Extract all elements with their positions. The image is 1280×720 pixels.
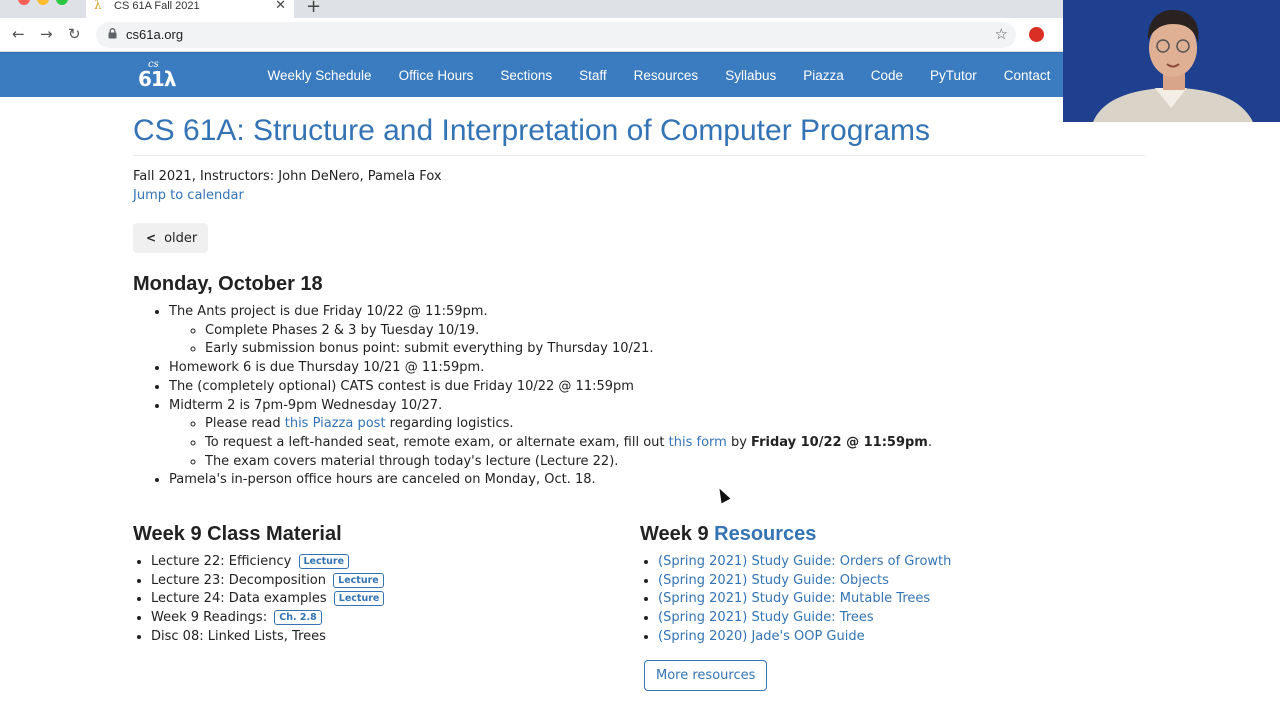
list-item — [169, 303, 1145, 359]
item-text: Lecture 22: Efficiency — [151, 554, 292, 569]
nav-contact[interactable]: Contact — [1003, 68, 1051, 83]
close-tab-icon[interactable]: ✕ — [275, 0, 286, 13]
list-item — [205, 415, 1145, 434]
page-title: CS 61A: Structure and Interpretation of Computer Programs — [133, 112, 1145, 156]
logo-cs-text: cs — [148, 59, 159, 70]
request-deadline: Friday 10/22 @ 11:59pm — [751, 434, 928, 450]
nav-piazza[interactable]: Piazza — [803, 68, 844, 83]
close-window-button[interactable] — [18, 0, 30, 5]
tab-title: CS 61A Fall 2021 — [114, 0, 200, 12]
list-item: • Homework 6 is due Thursday 10/21 @ 11:59pm. — [169, 359, 1145, 378]
class-material-section — [133, 521, 613, 647]
nav-office-hours[interactable]: Office Hours — [398, 68, 474, 83]
instructors-line: Fall 2021, Instructors: John DeNero, Pamela Fox — [133, 169, 442, 184]
nav-syllabus[interactable]: Syllabus — [725, 68, 777, 83]
resource-link[interactable]: (Spring 2021) Study Guide: Mutable Trees — [658, 591, 931, 607]
list-item: • Pamela's in-person office hours are canceled on Monday, Oct. 18. — [169, 471, 1145, 490]
reading-badge[interactable]: Ch. 2.8 — [274, 610, 321, 625]
list-item — [151, 590, 613, 609]
request-end: . — [927, 434, 932, 450]
list-item: ◦ The exam covers material through today's lecture (Lecture 22). — [205, 453, 1145, 472]
resources-heading-pre: Week 9 — [640, 523, 715, 545]
piazza-post-text: regarding logistics. — [385, 416, 514, 432]
chevron-left-icon: < — [146, 231, 157, 245]
list-item — [151, 553, 613, 572]
item-text: Week 9 Readings: — [151, 610, 268, 626]
nav-links — [254, 53, 1064, 98]
more-resources-button[interactable]: More resources — [644, 660, 767, 691]
list-item — [169, 397, 1145, 472]
list-item — [151, 572, 613, 591]
webcam-overlay — [1063, 0, 1280, 122]
midterm-text: Midterm 2 is 7pm-9pm Wednesday 10/27. — [169, 397, 443, 413]
reload-icon[interactable]: ↻ — [68, 25, 81, 43]
resource-link[interactable]: (Spring 2021) Study Guide: Objects — [658, 572, 889, 588]
nav-weekly-schedule[interactable]: Weekly Schedule — [267, 68, 372, 83]
nav-resources[interactable]: Resources — [633, 68, 699, 83]
item-text: Lecture 24: Data examples — [151, 591, 327, 607]
piazza-post-link[interactable]: this Piazza post — [284, 416, 386, 432]
resource-link[interactable]: (Spring 2021) Study Guide: Trees — [658, 610, 874, 626]
piazza-pre: Please read — [205, 416, 285, 432]
lambda-favicon-icon: λ — [94, 0, 102, 12]
announcement-list — [133, 303, 1145, 490]
older-label: older — [164, 230, 198, 246]
list-item: ◦ Complete Phases 2 & 3 by Tuesday 10/19. — [205, 322, 1145, 341]
url-text: cs61a.org — [126, 27, 184, 42]
list-item — [658, 553, 1145, 572]
resource-link[interactable]: (Spring 2020) Jade's OOP Guide — [658, 628, 865, 644]
announcement-date: Monday, October 18 — [133, 273, 323, 295]
class-material-list — [133, 553, 613, 647]
older-button[interactable] — [133, 223, 208, 253]
list-item: • The (completely optional) CATS contest is due Friday 10/22 @ 11:59pm — [169, 378, 1145, 397]
nav-staff[interactable]: Staff — [579, 68, 607, 83]
list-item — [658, 590, 1145, 609]
bookmark-star-icon[interactable]: ☆ — [994, 25, 1008, 43]
new-tab-icon[interactable]: + — [306, 0, 322, 17]
class-material-heading: Week 9 Class Material — [133, 523, 342, 545]
resource-link[interactable]: (Spring 2021) Study Guide: Orders of Growth — [658, 554, 952, 569]
main-content — [133, 112, 1145, 490]
list-item — [151, 628, 613, 647]
request-mid: by — [726, 434, 752, 450]
lecture-badge[interactable]: Lecture — [333, 573, 384, 588]
presenter-video — [1063, 0, 1280, 122]
maximize-window-button[interactable] — [56, 0, 68, 5]
item-text: Disc 08: Linked Lists, Trees — [151, 628, 326, 644]
logo-num-text: 61λ — [138, 67, 176, 91]
nav-code[interactable]: Code — [870, 68, 904, 83]
resources-list — [640, 553, 1145, 647]
forward-arrow-icon[interactable]: → — [40, 25, 53, 43]
this-form-link[interactable]: this form — [668, 434, 727, 450]
lecture-badge[interactable]: Lecture — [334, 591, 385, 606]
browser-tab[interactable] — [86, 0, 294, 18]
minimize-window-button[interactable] — [37, 0, 49, 5]
list-item — [658, 628, 1145, 647]
list-item — [151, 609, 613, 628]
list-item — [205, 434, 1145, 453]
request-pre: To request a left-handed seat, remote exam, or alternate exam, fill out — [205, 434, 669, 450]
resources-heading — [640, 521, 1145, 547]
ants-text: The Ants project is due Friday 10/22 @ 11:59pm. — [169, 304, 488, 319]
course-info — [133, 167, 1145, 205]
item-text: Lecture 23: Decomposition — [151, 572, 327, 588]
nav-sections[interactable]: Sections — [500, 68, 553, 83]
extension-icon[interactable] — [1029, 27, 1044, 42]
lock-icon — [108, 28, 117, 39]
jump-to-calendar-link[interactable]: Jump to calendar — [133, 188, 244, 203]
resources-heading-link[interactable]: Resources — [714, 523, 817, 545]
address-bar[interactable] — [96, 22, 1016, 48]
list-item — [658, 572, 1145, 591]
back-arrow-icon[interactable]: ← — [12, 25, 25, 43]
list-item: ◦ Early submission bonus point: submit everything by Thursday 10/21. — [205, 340, 1145, 359]
resources-section — [640, 521, 1145, 691]
list-item — [658, 609, 1145, 628]
lecture-badge[interactable]: Lecture — [299, 554, 350, 569]
nav-pytutor[interactable]: PyTutor — [930, 68, 977, 83]
